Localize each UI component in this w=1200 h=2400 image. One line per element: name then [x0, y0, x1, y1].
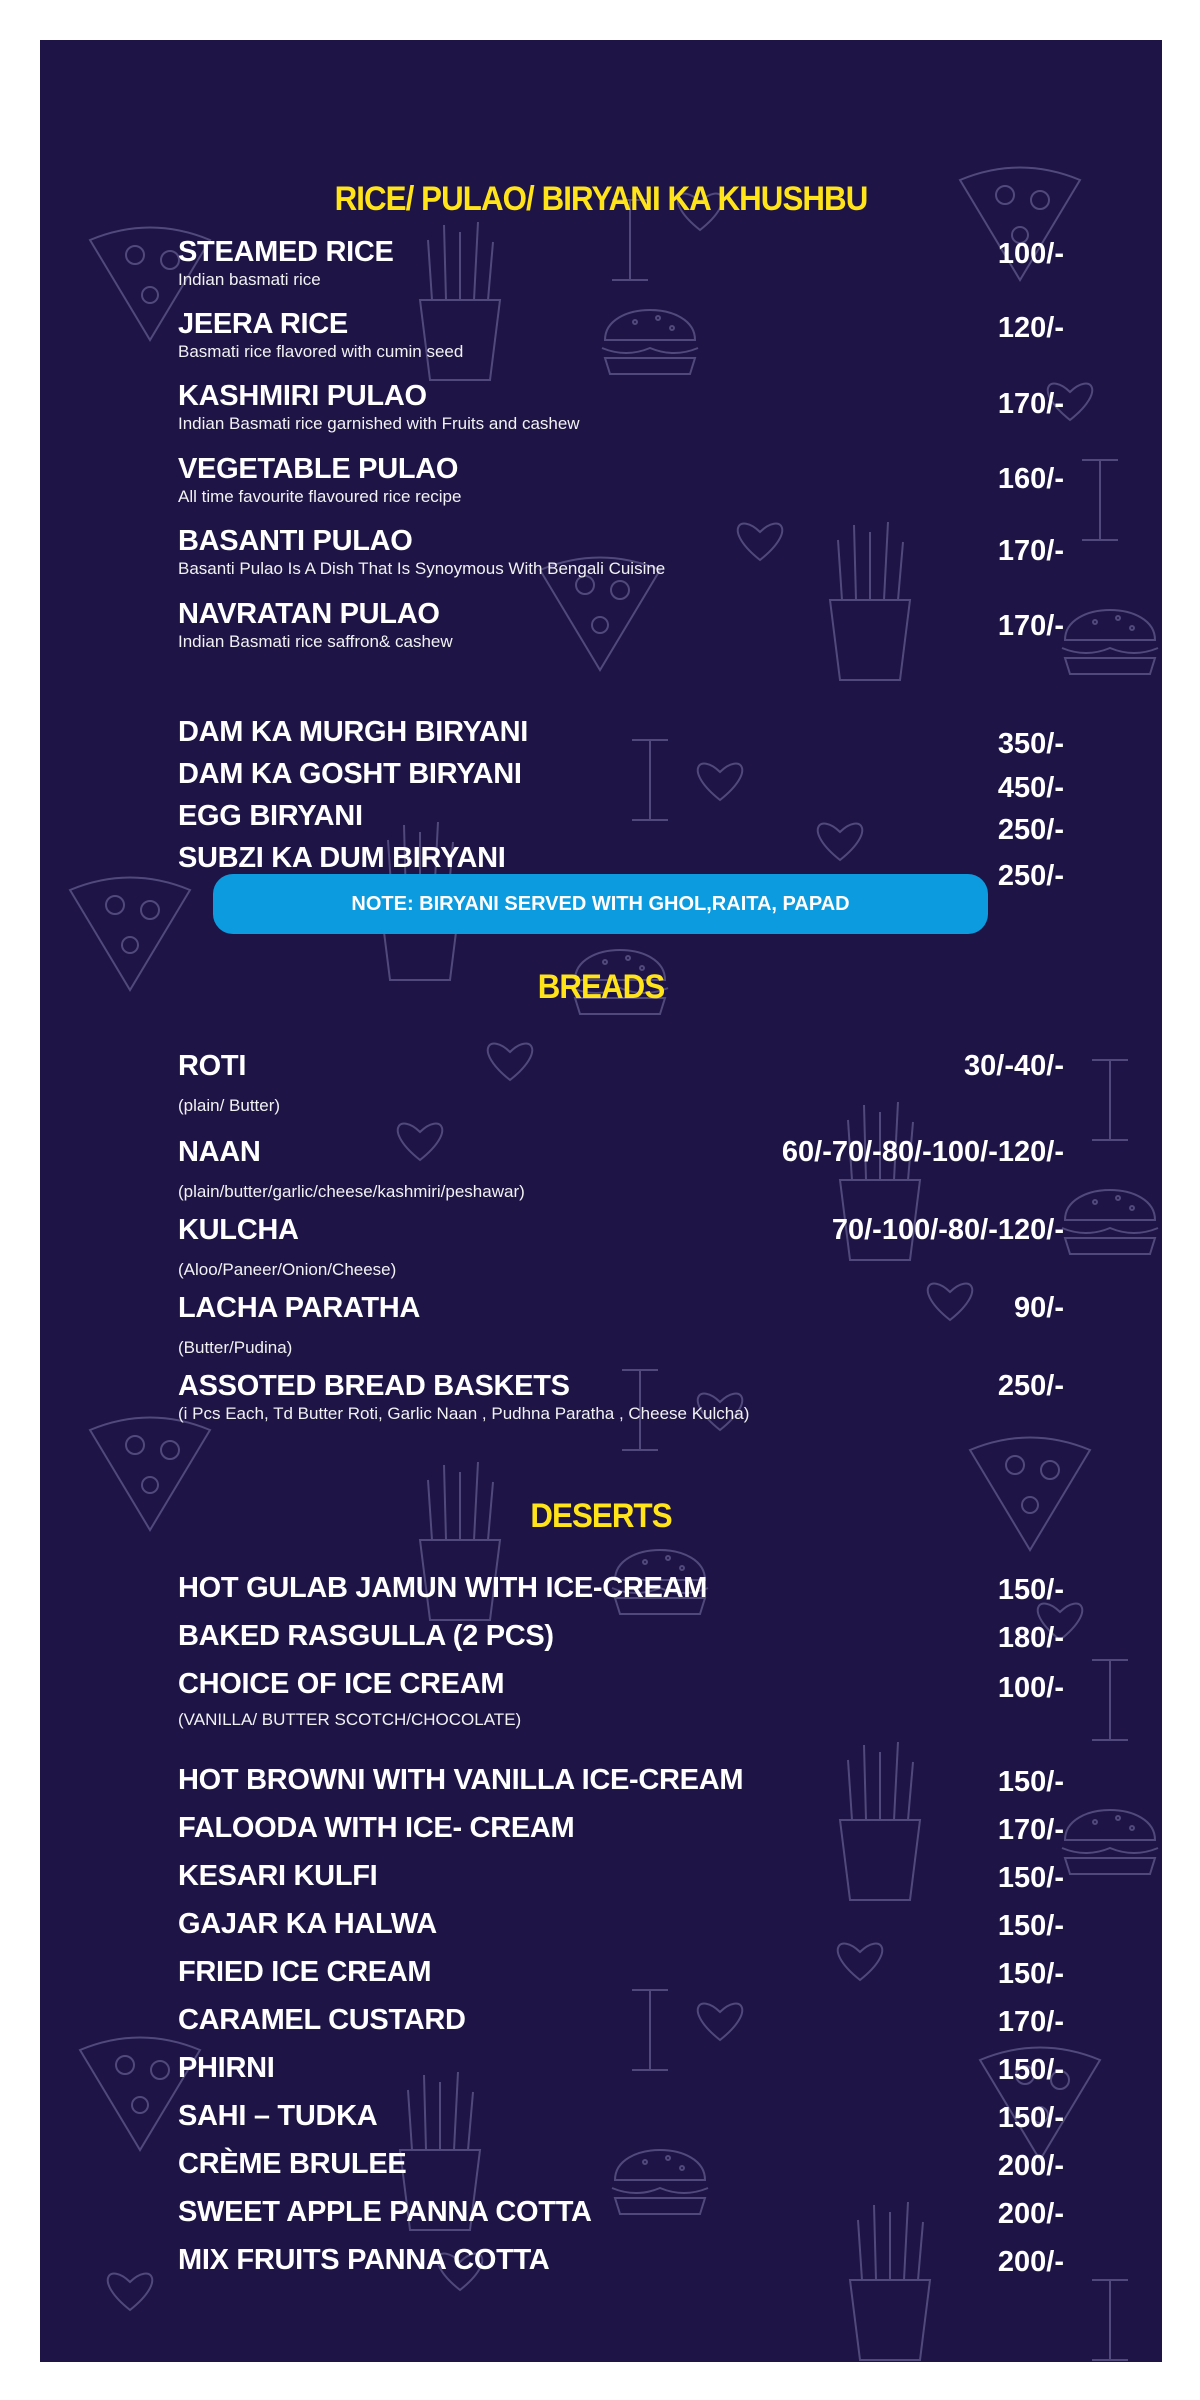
- item-price: 70/-100/-80/-120/-: [831, 1214, 1064, 1246]
- item-price: 170/-: [997, 1814, 1064, 1846]
- item-price: 150/-: [997, 2054, 1064, 2086]
- item-name: BASANTI PULAO: [178, 525, 413, 557]
- item-price: 170/-: [997, 388, 1064, 420]
- item-description: (plain/ Butter): [178, 1096, 281, 1115]
- item-name: CARAMEL CUSTARD: [178, 2004, 466, 2036]
- item-name: DAM KA GOSHT BIRYANI: [178, 758, 522, 790]
- item-name: VEGETABLE PULAO: [178, 453, 459, 485]
- item-price: 170/-: [997, 2006, 1064, 2038]
- item-name: NAAN: [178, 1136, 261, 1168]
- item-price: 90/-: [1014, 1292, 1064, 1324]
- item-price: 30/-40/-: [964, 1050, 1064, 1082]
- item-price: 60/-70/-80/-100/-120/-: [781, 1136, 1064, 1168]
- item-name: EGG BIRYANI: [178, 800, 363, 832]
- item-price: 250/-: [997, 1370, 1064, 1402]
- item-price: 160/-: [997, 463, 1064, 495]
- item-description: (i Pcs Each, Td Butter Roti, Garlic Naan , Pudhna Paratha , Cheese Kulcha): [178, 1404, 750, 1423]
- item-price: 200/-: [997, 2246, 1064, 2278]
- item-price: 180/-: [997, 1622, 1064, 1654]
- item-price: 170/-: [997, 610, 1064, 642]
- item-name: ROTI: [178, 1050, 247, 1082]
- item-description: (Butter/Pudina): [178, 1338, 293, 1357]
- item-price: 120/-: [997, 312, 1064, 344]
- item-name: NAVRATAN PULAO: [178, 598, 440, 630]
- item-description: Basmati rice flavored with cumin seed: [178, 342, 464, 361]
- item-price: 250/-: [997, 860, 1064, 892]
- item-name: FRIED ICE CREAM: [178, 1956, 432, 1988]
- item-price: 170/-: [997, 535, 1064, 567]
- item-price: 100/-: [997, 1672, 1064, 1704]
- item-price: 200/-: [997, 2150, 1064, 2182]
- item-name: STEAMED RICE: [178, 236, 394, 268]
- item-name: MIX FRUITS PANNA COTTA: [178, 2244, 550, 2276]
- item-price: 250/-: [997, 814, 1064, 846]
- section-title-breads: BREADS: [537, 968, 665, 1006]
- item-description: (plain/butter/garlic/cheese/kashmiri/peshawar): [178, 1182, 525, 1201]
- item-price: 150/-: [997, 1766, 1064, 1798]
- item-name: HOT GULAB JAMUN WITH ICE-CREAM: [178, 1572, 708, 1604]
- item-description: Indian Basmati rice saffron& cashew: [178, 632, 453, 651]
- item-description: (Aloo/Paneer/Onion/Cheese): [178, 1260, 397, 1279]
- item-description: Indian Basmati rice garnished with Fruits and cashew: [178, 414, 580, 433]
- item-name: BAKED RASGULLA (2 PCS): [178, 1620, 554, 1652]
- item-name: KULCHA: [178, 1214, 299, 1246]
- item-price: 150/-: [997, 1958, 1064, 1990]
- item-price: 150/-: [997, 2102, 1064, 2134]
- item-name: SWEET APPLE PANNA COTTA: [178, 2196, 592, 2228]
- biryani-note-banner: NOTE: BIRYANI SERVED WITH GHOL,RAITA, PAPAD: [213, 874, 988, 934]
- item-price: 100/-: [997, 238, 1064, 270]
- item-name: LACHA PARATHA: [178, 1292, 421, 1324]
- item-name: DAM KA MURGH BIRYANI: [178, 716, 529, 748]
- item-price: 150/-: [997, 1862, 1064, 1894]
- item-price: 150/-: [997, 1574, 1064, 1606]
- item-name: CRÈME BRULEE: [178, 2148, 407, 2180]
- item-name: CHOICE OF ICE CREAM: [178, 1668, 505, 1700]
- item-description: (VANILLA/ BUTTER SCOTCH/CHOCOLATE): [178, 1710, 522, 1729]
- item-price: 450/-: [997, 772, 1064, 804]
- menu-board: [40, 40, 1162, 2362]
- item-name: ASSOTED BREAD BASKETS: [178, 1370, 570, 1402]
- item-price: 200/-: [997, 2198, 1064, 2230]
- item-name: GAJAR KA HALWA: [178, 1908, 437, 1940]
- item-name: PHIRNI: [178, 2052, 275, 2084]
- menu-content: [40, 40, 1162, 2362]
- item-price: 350/-: [997, 728, 1064, 760]
- item-name: SAHI – TUDKA: [178, 2100, 378, 2132]
- item-price: 150/-: [997, 1910, 1064, 1942]
- item-description: Basanti Pulao Is A Dish That Is Synoymous With Bengali Cuisine: [178, 559, 666, 578]
- item-name: KESARI KULFI: [178, 1860, 378, 1892]
- item-name: HOT BROWNI WITH VANILLA ICE-CREAM: [178, 1764, 744, 1796]
- item-name: SUBZI KA DUM BIRYANI: [178, 842, 506, 874]
- item-name: KASHMIRI PULAO: [178, 380, 427, 412]
- section-title-rice: RICE/ PULAO/ BIRYANI KA KHUSHBU: [334, 180, 868, 218]
- item-name: JEERA RICE: [178, 308, 348, 340]
- item-description: All time favourite flavoured rice recipe: [178, 487, 462, 506]
- item-name: FALOODA WITH ICE- CREAM: [178, 1812, 575, 1844]
- item-description: Indian basmati rice: [178, 270, 321, 289]
- section-title-deserts: DESERTS: [530, 1497, 672, 1535]
